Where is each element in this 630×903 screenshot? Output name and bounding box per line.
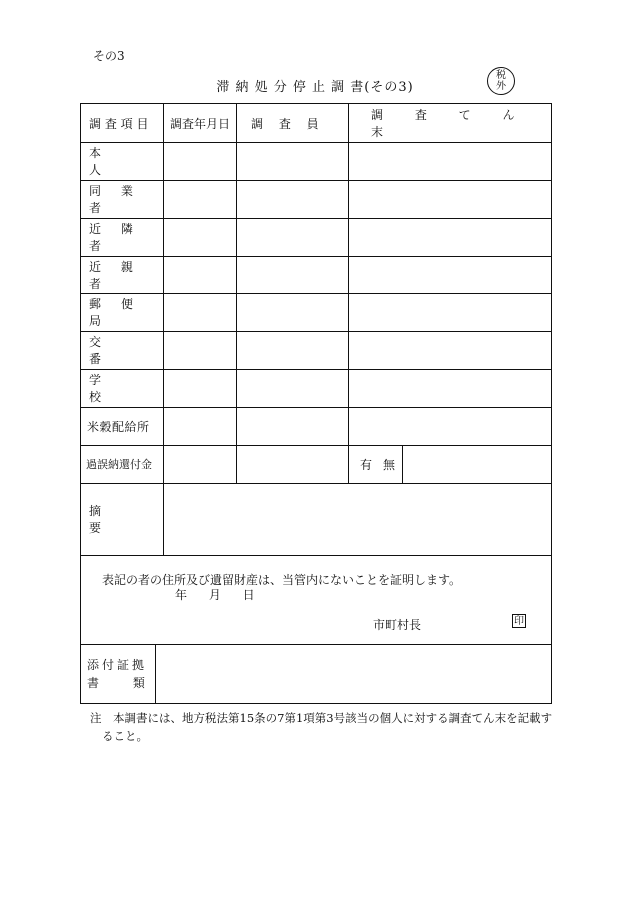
tax-exempt-stamp — [487, 67, 515, 95]
certification-statement: 表記の者の住所及び遺留財産は、当管内にないことを証明します。 — [102, 573, 462, 587]
col-divider — [163, 104, 164, 555]
col-divider — [236, 104, 237, 483]
document-number: その3 — [93, 49, 125, 63]
refund-no-label: 無 — [383, 457, 396, 472]
stamp-char-2: 外 — [496, 81, 506, 92]
row-label: 近 隣 者 — [89, 222, 133, 253]
row-label: 同 業 者 — [89, 184, 133, 215]
col-divider — [402, 445, 403, 483]
row-label: 米穀配給所 — [87, 419, 150, 434]
mayor-title: 市町村長 — [373, 618, 422, 632]
seal-mark: 印 — [514, 616, 524, 627]
row-label: 郵 便 局 — [89, 297, 133, 328]
attachments-label — [87, 652, 151, 696]
header-findings: 調 査 て ん 末 — [371, 108, 515, 139]
certification-date: 年 月 日 — [175, 588, 255, 602]
document-title: 滞 納 処 分 停 止 調 書(その3) — [216, 80, 414, 95]
row-label: 学 校 — [89, 373, 102, 404]
footnote-line2: ること。 — [102, 729, 148, 743]
summary-label: 摘 要 — [89, 504, 102, 535]
row-label: 交 番 — [89, 335, 102, 366]
col-divider — [155, 644, 156, 704]
header-investigator: 調 査 員 — [251, 116, 319, 131]
investigation-table — [80, 103, 552, 704]
header-date: 調査年月日 — [170, 116, 231, 131]
attachments-label-line2: 書 類 — [87, 676, 145, 690]
row-label: 過誤納還付金 — [86, 458, 152, 471]
row-divider — [81, 555, 551, 556]
stamp-char-1: 税 — [496, 70, 506, 81]
row-label: 本 人 — [89, 146, 102, 177]
row-label: 近 親 者 — [89, 259, 133, 291]
footnote-line1: 注 本調書には、地方税法第15条の7第1項第3号該当の個人に対する調査てん末を記載す — [90, 711, 553, 725]
attachments-label-line1: 添付証拠 — [87, 658, 148, 672]
col-divider — [348, 104, 349, 483]
header-item: 調 査 項 目 — [89, 116, 149, 131]
refund-yes-label: 有 — [360, 457, 373, 472]
row-divider — [81, 644, 551, 645]
